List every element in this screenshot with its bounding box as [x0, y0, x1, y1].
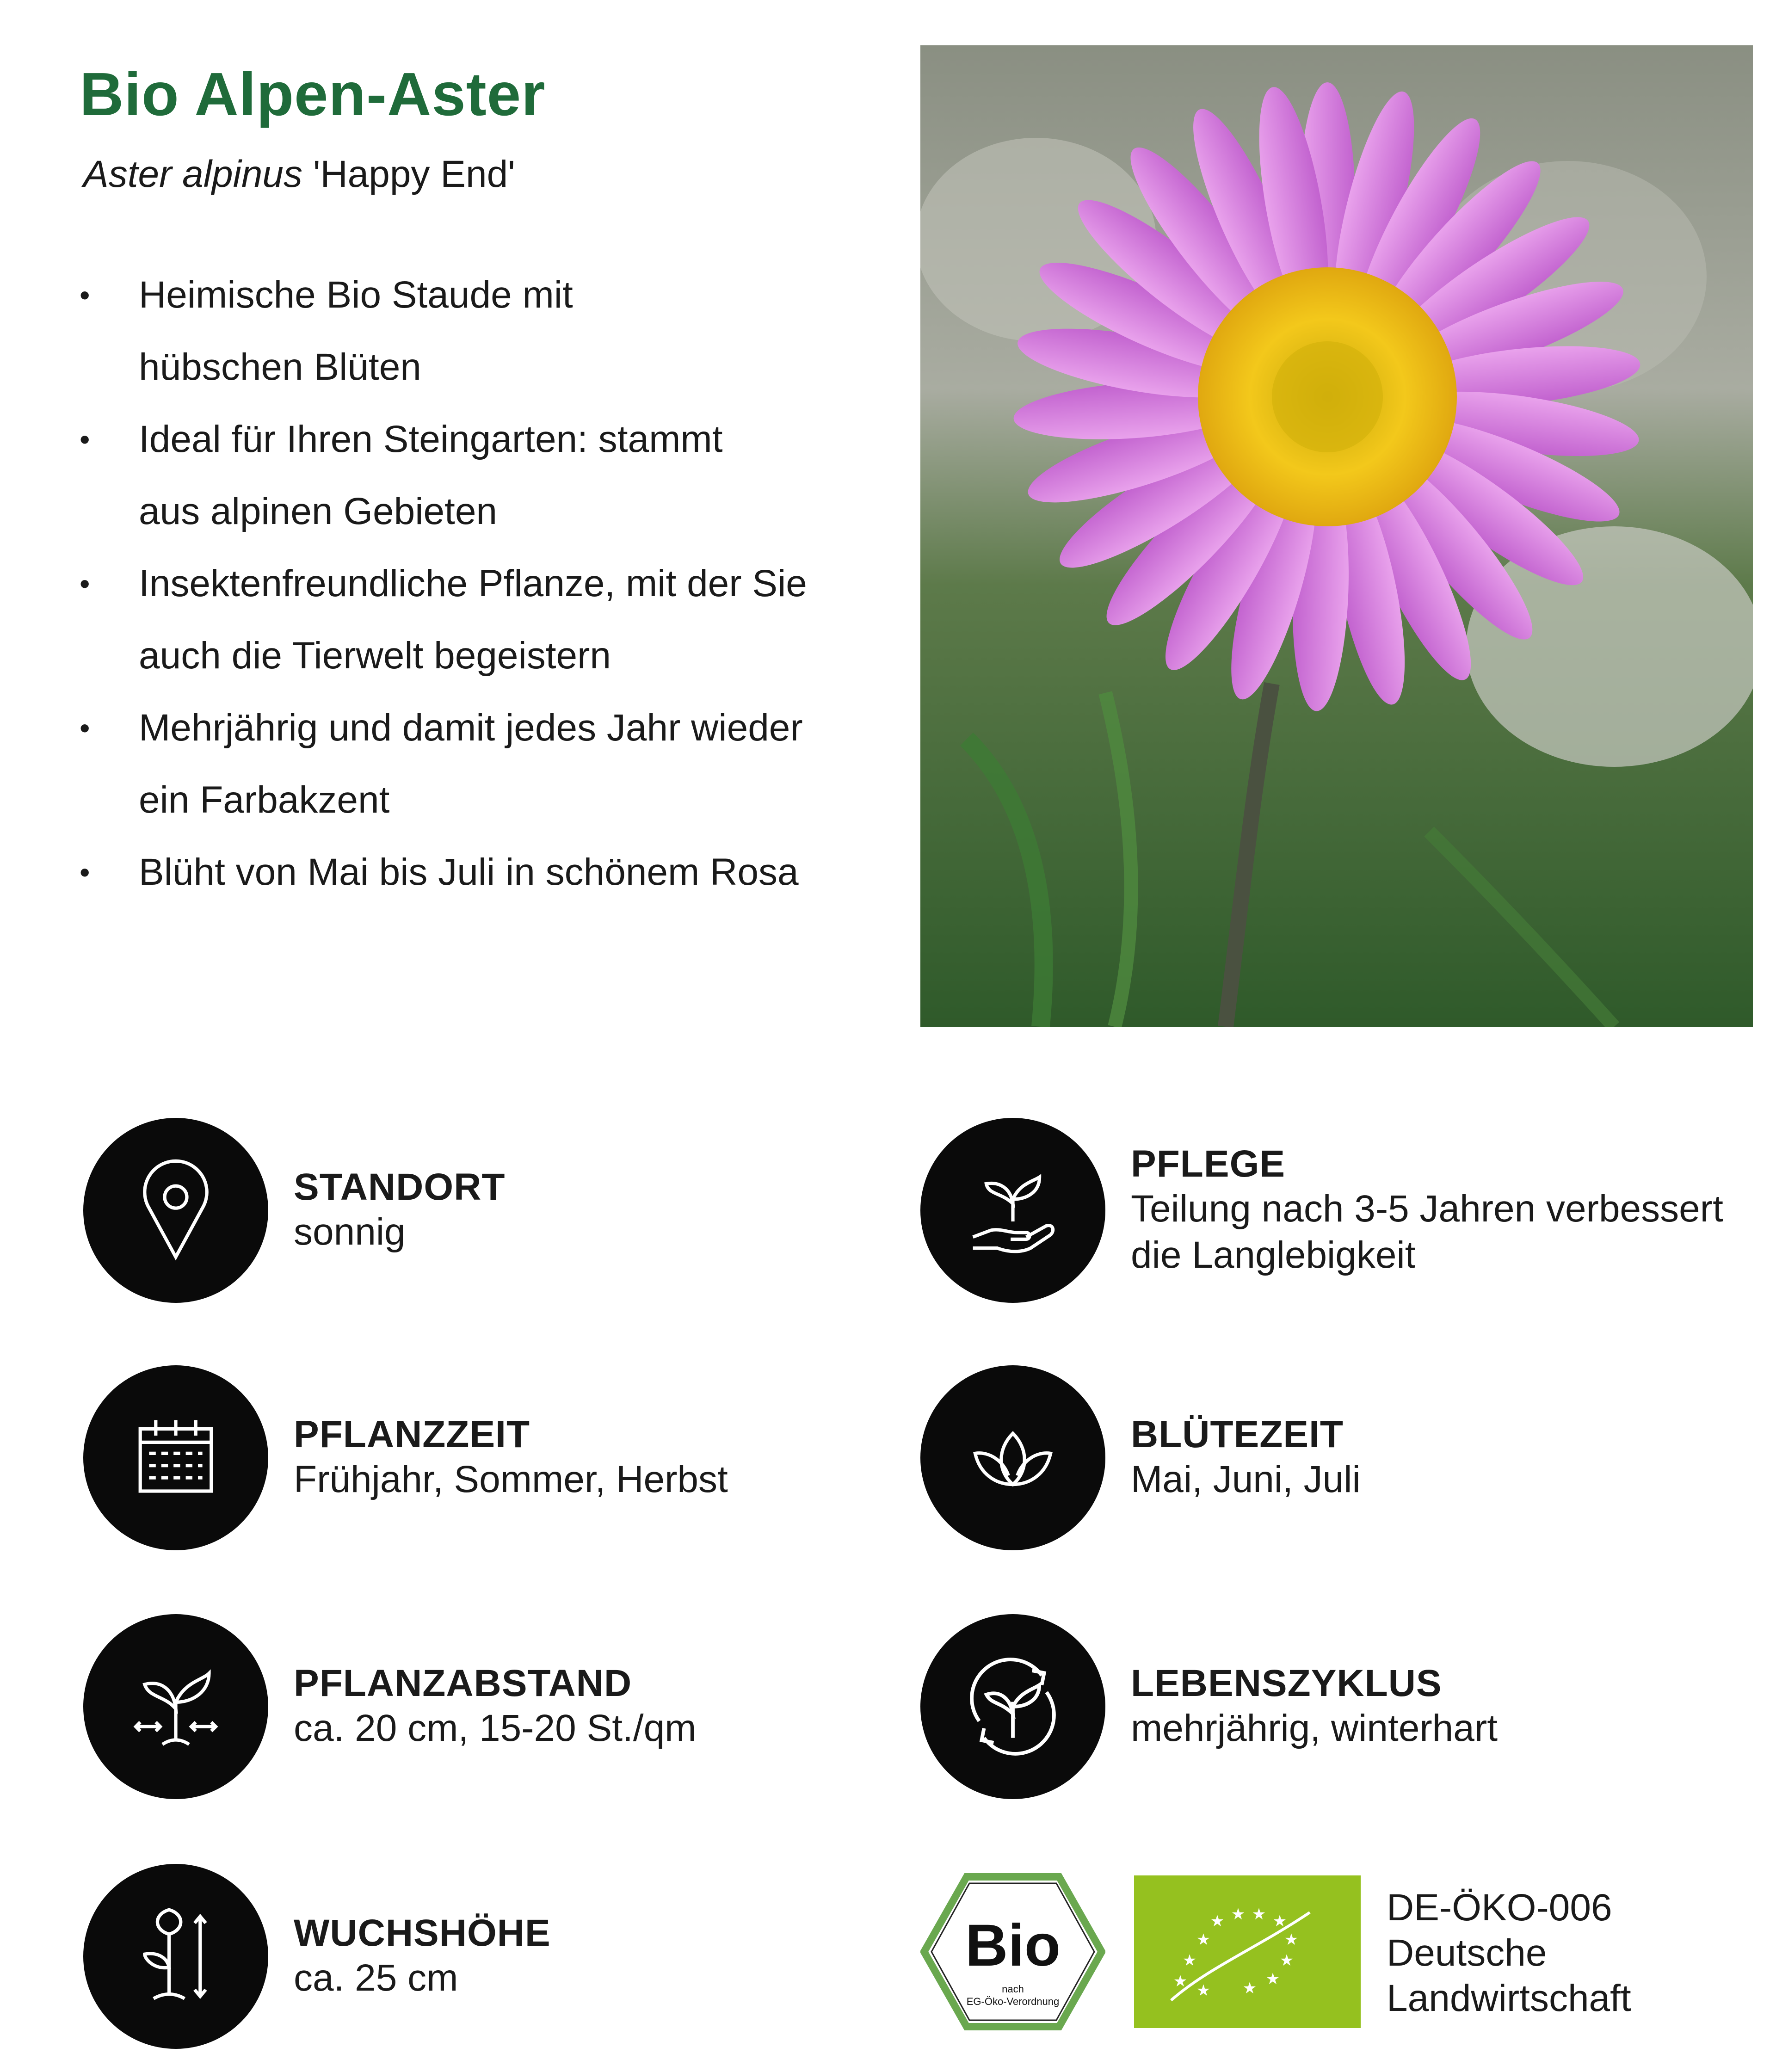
info-value: Frühjahr, Sommer, Herbst — [294, 1458, 728, 1500]
info-value: ca. 20 cm, 15-20 St./qm — [294, 1707, 697, 1749]
info-label: BLÜTEZEIT — [1131, 1413, 1344, 1455]
certification-text — [1387, 1885, 1631, 2021]
product-photo — [920, 45, 1753, 1027]
feature-item: • Blüht von Mai bis Juli in schönem Rosa — [79, 836, 879, 908]
svg-text:Bio: Bio — [965, 1912, 1061, 1979]
svg-text:nach: nach — [1002, 1983, 1024, 1995]
cert-line1: Deutsche — [1387, 1932, 1547, 1974]
location-pin-icon — [83, 1118, 268, 1303]
plant-height-icon — [83, 1864, 268, 2049]
eu-organic-leaf-logo — [1134, 1875, 1361, 2028]
bio-siegel-logo — [920, 1873, 1105, 2030]
svg-text:★: ★ — [1252, 1905, 1266, 1924]
svg-text:★: ★ — [1173, 1972, 1188, 1991]
info-standort — [83, 1118, 916, 1303]
info-label: PFLANZABSTAND — [294, 1662, 632, 1704]
feature-item: • Heimische Bio Staude mit hübschen Blüten — [79, 259, 601, 403]
info-value: Teilung nach 3-5 Jahren verbessert die Langlebigkeit — [1131, 1188, 1723, 1276]
calendar-icon — [83, 1365, 268, 1550]
cert-line2: Landwirtschaft — [1387, 1977, 1631, 2019]
svg-text:★: ★ — [1196, 1981, 1211, 2000]
info-value: Mai, Juni, Juli — [1131, 1458, 1361, 1500]
feature-item: • Ideal für Ihren Steingarten: stammt aus alpinen Gebieten — [79, 403, 786, 548]
svg-text:★: ★ — [1279, 1951, 1294, 1970]
plant-spacing-icon — [83, 1614, 268, 1799]
svg-text:★: ★ — [1272, 1912, 1287, 1930]
info-value: mehrjährig, winterhart — [1131, 1707, 1498, 1749]
feature-list — [79, 259, 846, 908]
info-label: PFLANZZEIT — [294, 1413, 530, 1455]
cert-code: DE-ÖKO-006 — [1387, 1887, 1612, 1929]
svg-text:EG-Öko-Verordnung: EG-Öko-Verordnung — [966, 1996, 1060, 2007]
svg-text:★: ★ — [1196, 1930, 1211, 1949]
svg-text:★: ★ — [1265, 1970, 1280, 1988]
info-lebenszyklus — [920, 1614, 1753, 1799]
svg-text:★: ★ — [1210, 1912, 1225, 1930]
info-label: STANDORT — [294, 1166, 506, 1208]
info-value: ca. 25 cm — [294, 1957, 458, 1999]
feature-item: • Insektenfreundliche Pflanze, mit der Sie auch die Tierwelt begeistern — [79, 548, 809, 692]
svg-text:★: ★ — [1242, 1979, 1257, 1998]
feature-item: • Mehrjährig und damit jedes Jahr wieder ein Farbakzent — [79, 692, 809, 836]
hand-seedling-icon — [920, 1118, 1105, 1303]
info-label: LEBENSZYKLUS — [1131, 1662, 1442, 1704]
product-title: Bio Alpen-Aster — [80, 60, 546, 128]
svg-text:★: ★ — [1284, 1930, 1299, 1949]
lotus-flower-icon — [920, 1365, 1105, 1550]
info-bluetezeit — [920, 1365, 1753, 1550]
info-wuchshoehe — [83, 1864, 916, 2049]
svg-text:★: ★ — [1182, 1951, 1197, 1970]
cultivar-name: 'Happy End' — [302, 153, 515, 195]
info-label: WUCHSHÖHE — [294, 1912, 551, 1954]
lifecycle-icon — [920, 1614, 1105, 1799]
info-pflanzabstand — [83, 1614, 916, 1799]
info-label: PFLEGE — [1131, 1143, 1286, 1185]
product-subtitle — [83, 153, 515, 196]
info-pflege — [920, 1118, 1753, 1303]
info-pflanzzeit — [83, 1365, 916, 1550]
latin-name: Aster alpinus — [83, 153, 303, 195]
svg-text:★: ★ — [1231, 1905, 1246, 1924]
info-value: sonnig — [294, 1211, 406, 1253]
